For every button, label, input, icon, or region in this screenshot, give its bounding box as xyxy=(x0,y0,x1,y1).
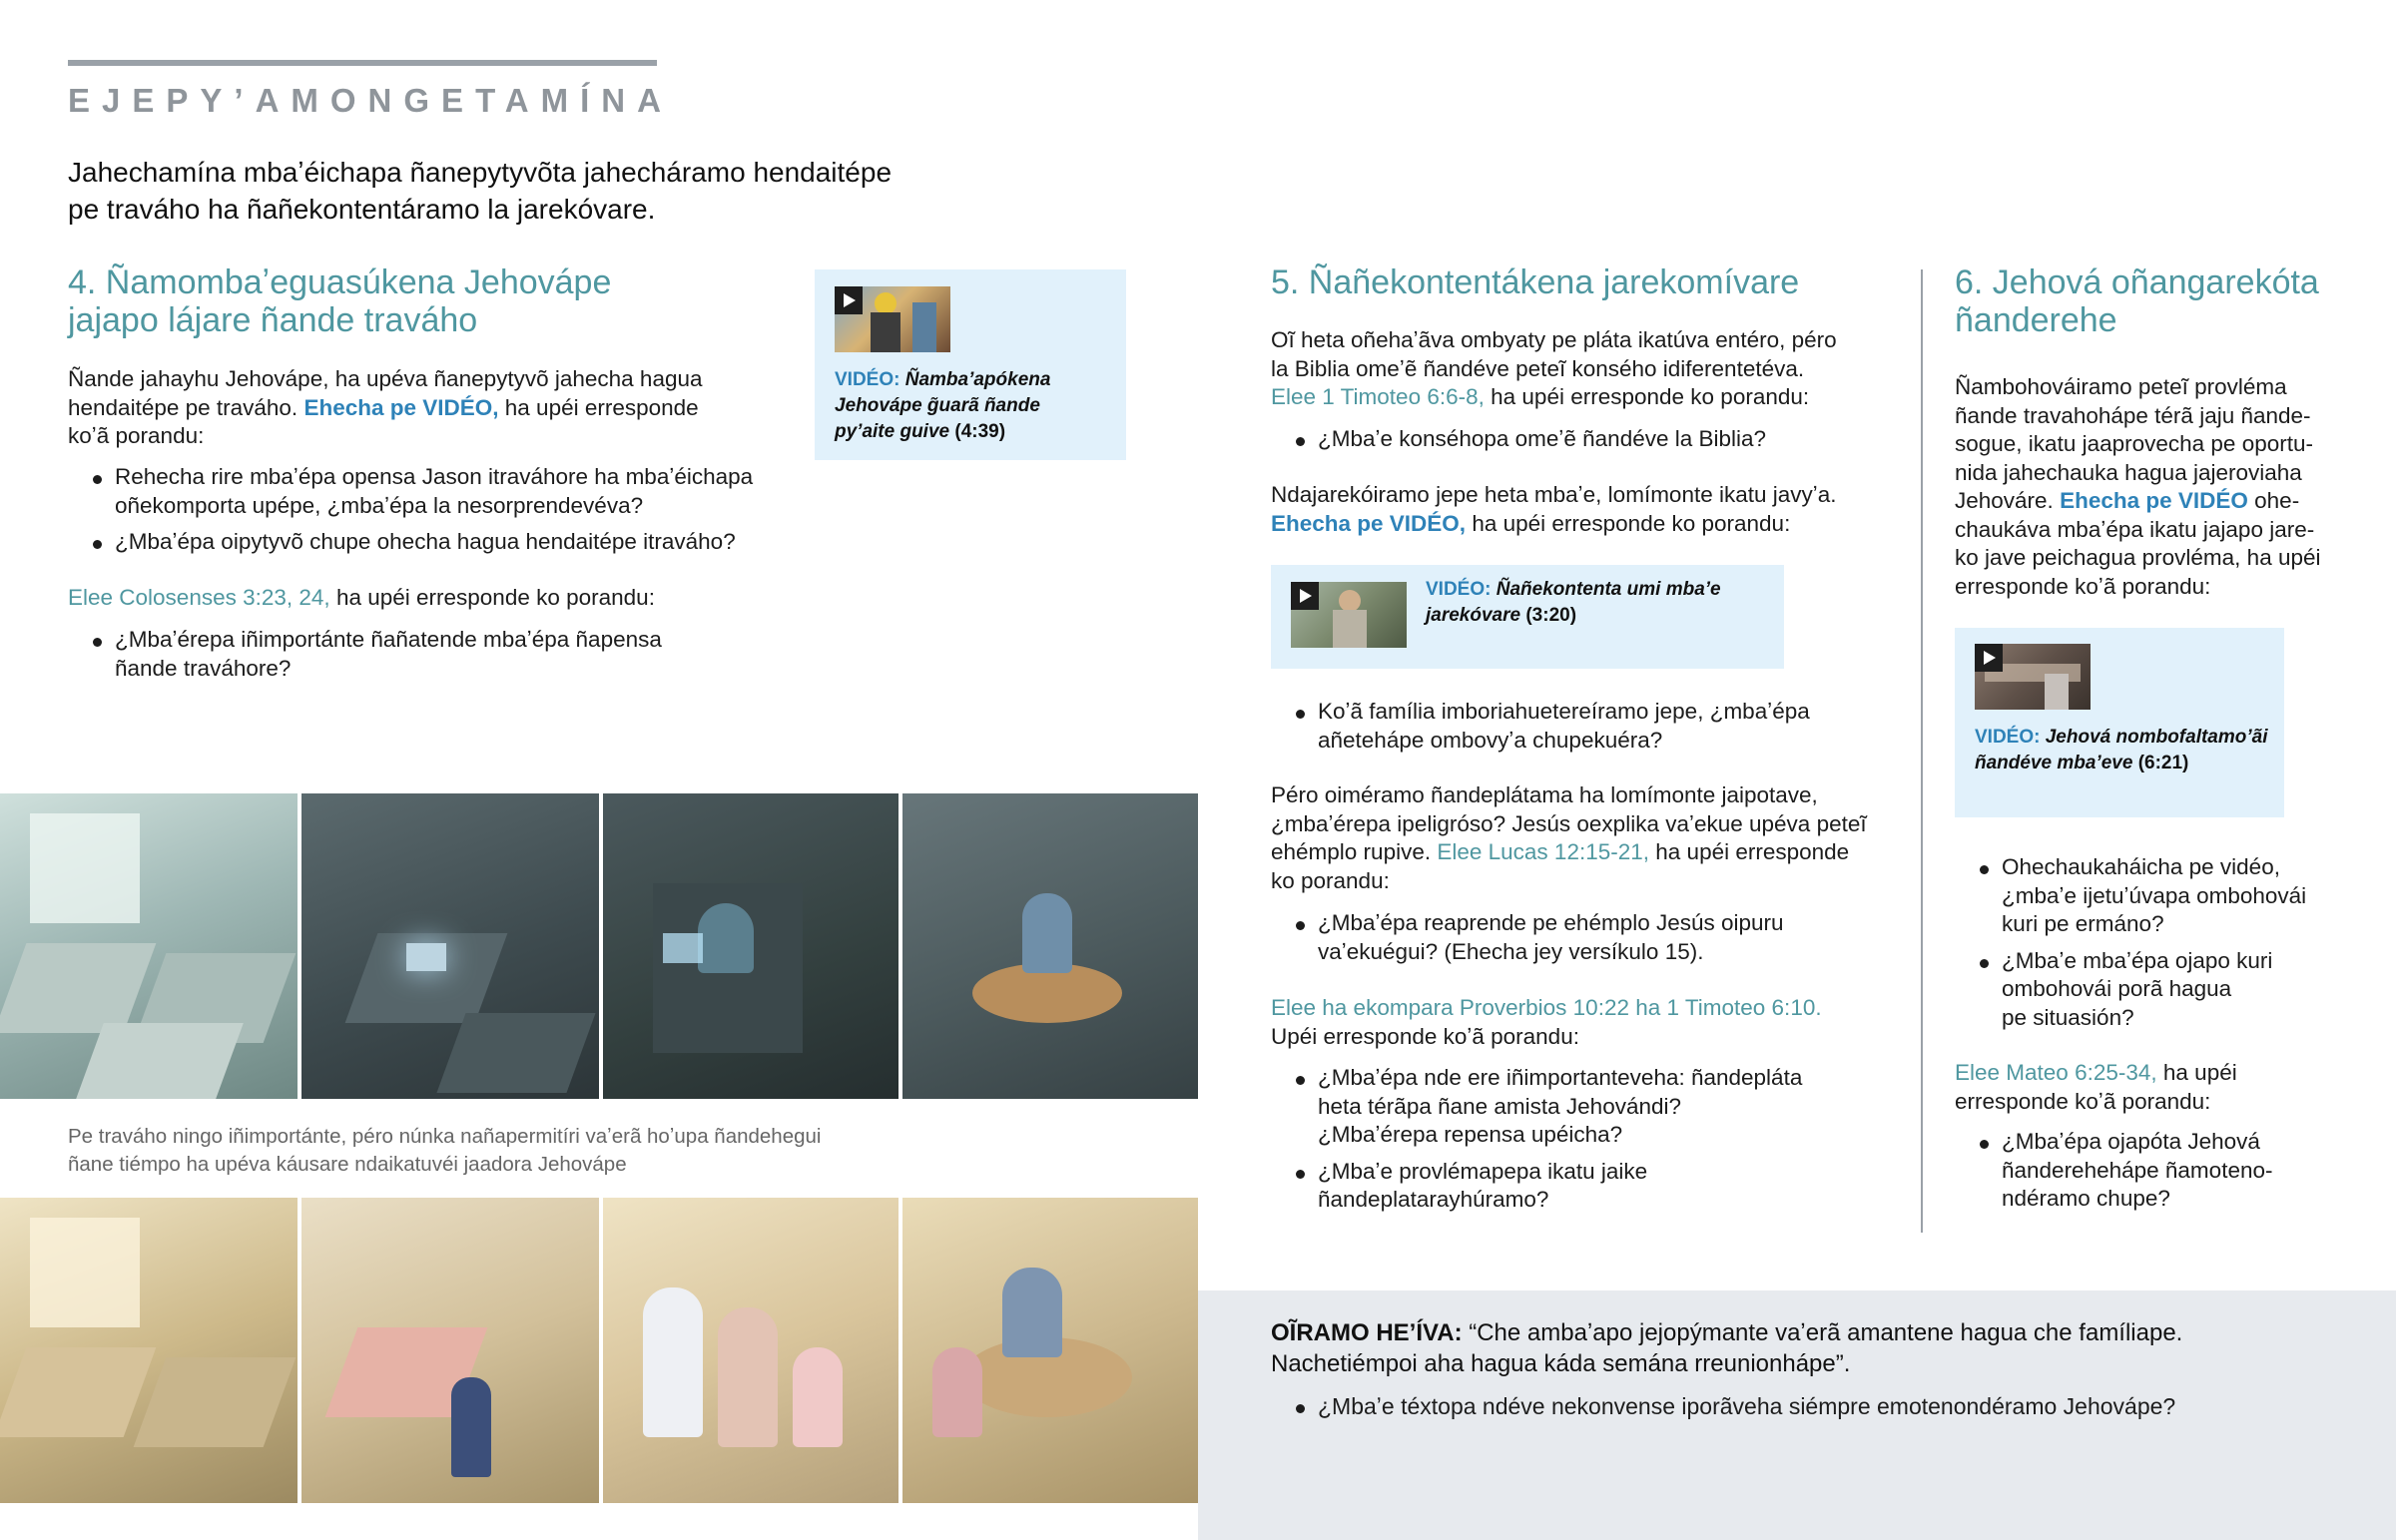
section5-paragraph-1: Oĩ heta oñehaʼãva ombyaty pe pláta ikatúva entéro, péro la Biblia omeʼẽ ñandéve peteĩ konsého idiferentetéva. Elee 1 Timoteo 6:6-8, ha upéi erresponde ko porandu: xyxy=(1271,327,1837,409)
illustration-office-2 xyxy=(301,793,599,1099)
column-divider xyxy=(1921,269,1923,1233)
video-thumbnail[interactable] xyxy=(1975,644,2091,710)
section5-questions-2 xyxy=(1271,698,1910,763)
illustration-dining-1 xyxy=(902,793,1198,1099)
section4-scripture-line: Elee Colosenses 3:23, 24, ha upéi erresponde ko porandu: xyxy=(68,585,655,610)
scripture-reference[interactable]: Elee 1 Timoteo 6:6-8, xyxy=(1271,384,1485,409)
section5-questions-1 xyxy=(1271,425,1910,462)
section4-paragraph: Ñande jahayhu Jehovápe, ha upéva ñanepytyvõ jahecha hagua hendaitépe pe traváho. Ehecha pe VIDÉO, ha upéi erresponde koʼã porandu: xyxy=(68,366,703,448)
section6-paragraph-2: Elee Mateo 6:25-34, ha upéi erresponde koʼã porandu: xyxy=(1955,1060,2237,1114)
list-item: ¿Mbaʼe téxtopa ndéve nekonvense iporãveha siémpre emotenondéramo Jehovápe? xyxy=(1271,1392,2369,1421)
video-thumbnail[interactable] xyxy=(1291,582,1407,648)
video-caption: VIDÉO: Ñambaʼapókena Jehovápe g̃uarã ñande pyʼaite guive (4:39) xyxy=(835,369,1051,442)
section4-questions xyxy=(68,463,827,565)
list-item: ¿Mbaʼépa ojapóta Jehová ñanderehehápe ñamoteno- ndéramo chupe? xyxy=(1955,1128,2374,1214)
section5-questions-3 xyxy=(1271,909,1910,974)
section6-questions-2 xyxy=(1955,1128,2374,1222)
video-caption: VIDÉO: Ñañekontenta umi mbaʼe jarekóvare (3:20) xyxy=(1426,579,1721,626)
video-thumbnail[interactable] xyxy=(835,286,950,352)
intro-text: Jahechamína mbaʼéichapa ñanepytyvõta jahecháramo hendaitépe pe traváho ha ñañekontentáramo la jarekóvare. xyxy=(68,157,893,225)
objection-heading: OĨRAMO HEʼÍVA: xyxy=(1271,1319,1463,1346)
list-item: Ohechaukaháicha pe vidéo, ¿mbaʼe ijetuʼúvapa ombohovái kuri pe ermáno? xyxy=(1955,853,2374,939)
list-item: ¿Mbaʼe konséhopa omeʼẽ ñandéve la Biblia? xyxy=(1271,425,1910,454)
scripture-reference[interactable]: Elee Mateo 6:25-34, xyxy=(1955,1060,2157,1085)
illustration-office-3 xyxy=(603,793,898,1099)
section4-title: 4. Ñamombaʼeguasúkena Jehovápe jajapo lájare ñande traváho xyxy=(68,263,612,339)
video-link[interactable]: Ehecha pe VIDÉO, xyxy=(1271,510,1467,536)
illustration-office-5 xyxy=(301,1198,599,1503)
section5-questions-4 xyxy=(1271,1064,1910,1223)
objection-text: OĨRAMO HEʼÍVA: “Che ambaʼapo jejopýmante vaʼerã amantene hagua che famíliape. Nachetiémpoi aha hagua káda semána rreunionhápe”. xyxy=(1271,1319,2183,1377)
video-card[interactable] xyxy=(1271,565,1784,669)
video-caption: VIDÉO: Jehová nombofaltamoʼãi ñandéve mbaʼeve (6:21) xyxy=(1975,727,2268,773)
list-item: Koʼã família imboriahuetereíramo jepe, ¿mbaʼépa añetehápe ombovyʼa chupekuéra? xyxy=(1271,698,1910,755)
list-item: ¿Mbaʼépa reaprende pe ehémplo Jesús oipuru vaʼekuégui? (Ehecha jey versíkulo 15). xyxy=(1271,909,1910,966)
header-rule xyxy=(68,60,657,66)
scripture-reference[interactable]: Elee Colosenses 3:23, 24, xyxy=(68,585,330,610)
section5-paragraph-3: Péro oiméramo ñandeplátama ha lomímonte jaipotave, ¿mbaʼérepa ipeligróso? Jesús oexplika vaʼekue upéva peteĩ ehémplo rupive. Elee Lucas 12:15-21, ha upéi erresponde ko porandu: xyxy=(1271,782,1867,893)
list-item: ¿Mbaʼe mbaʼépa ojapo kuri ombohovái porã hagua pe situasión? xyxy=(1955,947,2374,1033)
play-icon[interactable] xyxy=(1291,582,1319,610)
section4-questions-2 xyxy=(68,626,827,691)
list-item: ¿Mbaʼépa oipytyvõ chupe ohecha hagua hendaitépe itraváho? xyxy=(68,528,827,557)
list-item: ¿Mbaʼe provlémapepa ikatu jaike ñandeplatarayhúramo? xyxy=(1271,1158,1910,1215)
section6-title: 6. Jehová oñangarekóta ñanderehe xyxy=(1955,263,2319,339)
objection-question xyxy=(1271,1392,2369,1429)
video-card[interactable] xyxy=(1955,628,2284,817)
illustration-dining-2 xyxy=(902,1198,1198,1503)
video-link[interactable]: Ehecha pe VIDÉO xyxy=(2060,488,2248,513)
list-item: Rehecha rire mbaʼépa opensa Jason itraváhore ha mbaʼéichapa oñekomporta upépe, ¿mbaʼépa la nesorprendevéva? xyxy=(68,463,827,520)
photo-caption: Pe traváho ningo iñimportánte, péro núnka nañapermitíri vaʼerã hoʼupa ñandehegui ñane tiémpo ha upéva káusare ndaikatuvéi jaadora Jehovápe xyxy=(68,1125,822,1176)
scripture-reference[interactable]: Elee ha ekompara Proverbios 10:22 ha 1 Timoteo 6:10. xyxy=(1271,995,1822,1020)
section-kicker: EJEPY’AMONGETAMÍNA xyxy=(68,82,673,119)
list-item: ¿Mbaʼépa nde ere iñimportanteveha: ñandepláta heta térãpa ñane amista Jehovándi? ¿Mbaʼérepa repensa upéicha? xyxy=(1271,1064,1910,1150)
video-link[interactable]: Ehecha pe VIDÉO, xyxy=(303,394,499,420)
illustration-office-4 xyxy=(0,1198,298,1503)
video-card[interactable] xyxy=(815,269,1126,460)
illustration-meeting xyxy=(603,1198,898,1503)
section6-questions-1 xyxy=(1955,853,2374,1040)
section5-paragraph-4: Elee ha ekompara Proverbios 10:22 ha 1 Timoteo 6:10. Upéi erresponde koʼã porandu: xyxy=(1271,994,1930,1051)
illustration-office-1 xyxy=(0,793,298,1099)
section5-title: 5. Ñañekontentákena jarekomívare xyxy=(1271,263,1800,301)
list-item: ¿Mbaʼérepa iñimportánte ñañatende mbaʼépa ñapensa ñande traváhore? xyxy=(68,626,827,683)
scripture-reference[interactable]: Elee Lucas 12:15-21, xyxy=(1437,839,1650,864)
section6-paragraph-1: Ñambohováiramo peteĩ provléma ñande travahohápe térã jaju ñande- sogue, ikatu jaaprovecha pe oportu- nida jahechauka hagua jajeroviaha Jehováre. Ehecha pe VIDÉO ohe- chaukáva mbaʼépa ikatu jajapo jare- ko jave peichagua provléma, ha upéi erresponde koʼã porandu: xyxy=(1955,374,2321,599)
play-icon[interactable] xyxy=(1975,644,2003,672)
section5-paragraph-2: Ndajarekóiramo jepe heta mbaʼe, lomímonte ikatu javyʼa. Ehecha pe VIDÉO, ha upéi erresponde ko porandu: xyxy=(1271,482,1837,536)
play-icon[interactable] xyxy=(835,286,863,314)
